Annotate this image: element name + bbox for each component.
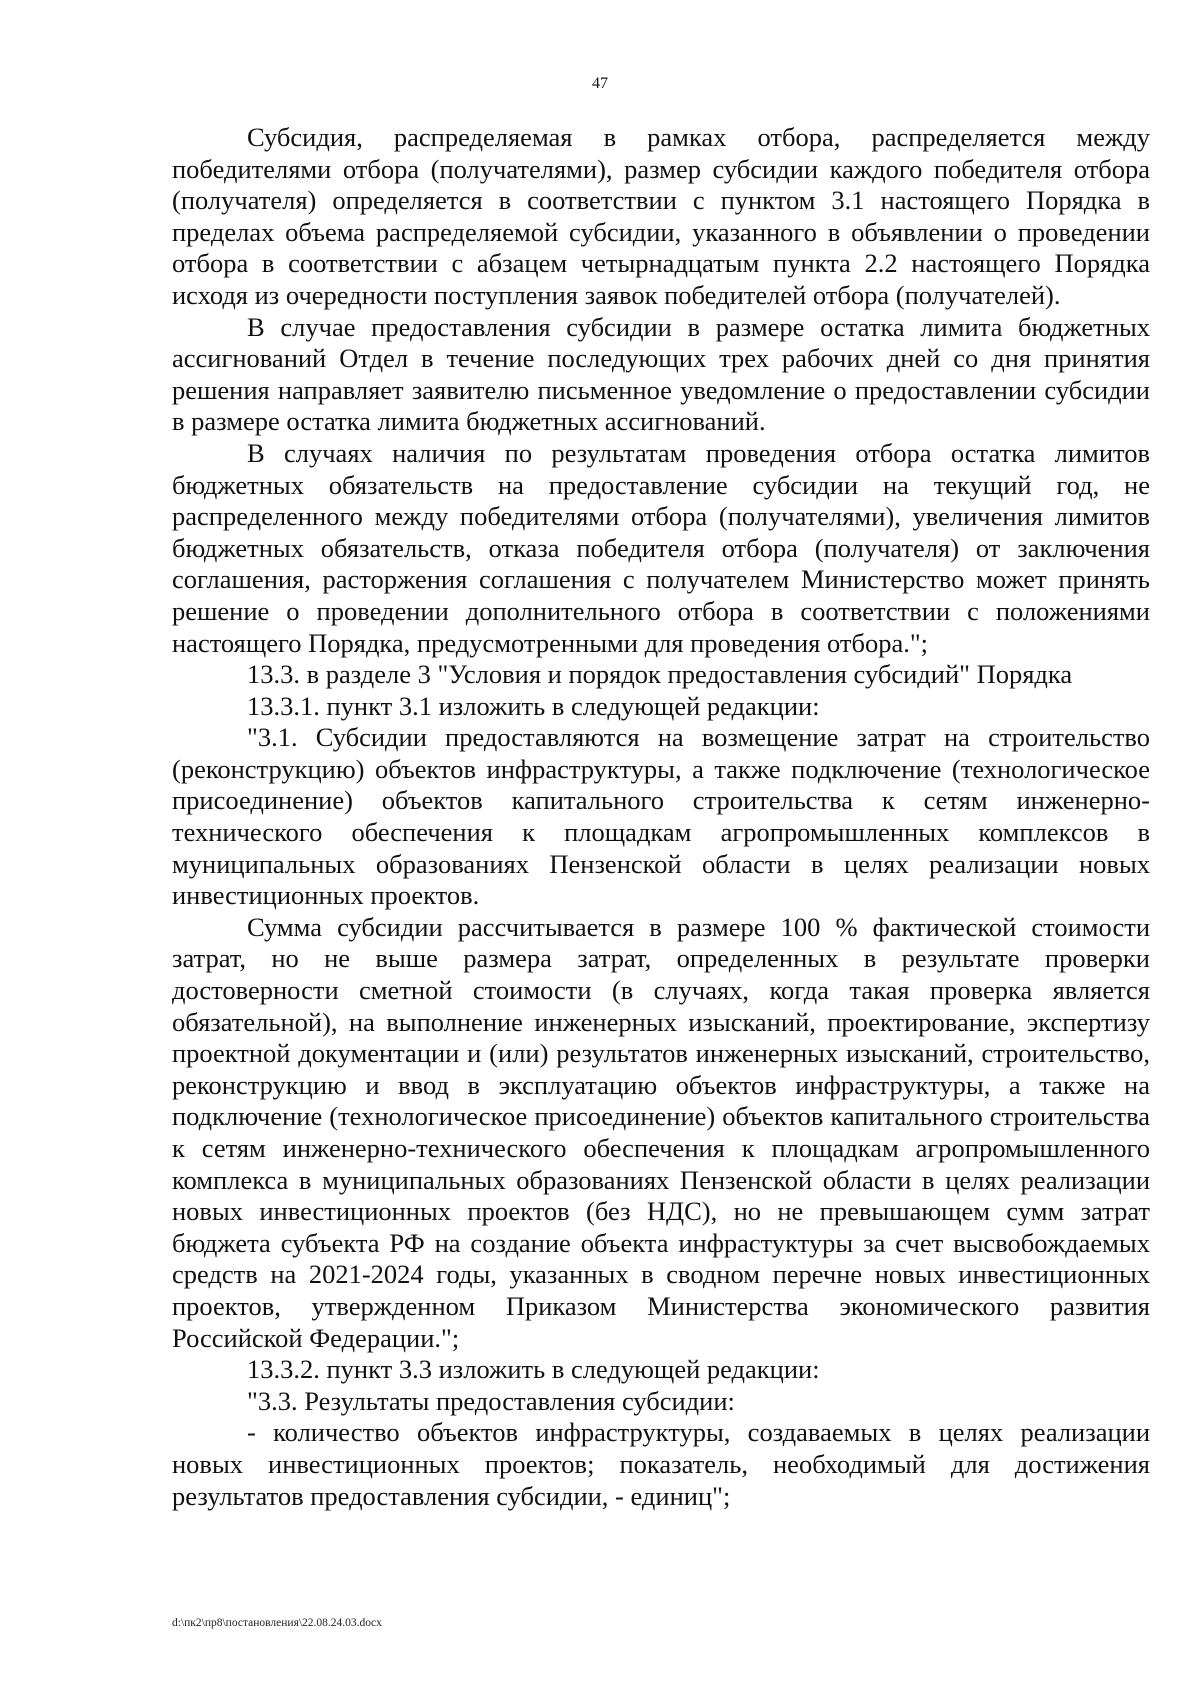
page-number: 47 <box>592 75 608 92</box>
footer-file-path: d:\пк2\пр8\постановления\22.08.24.03.docx <box>172 1617 382 1629</box>
paragraph-results-indicator: - количество объектов инфраструктуры, создаваемых в целях реализации новых инвестиционных проектов; показатель, необходимый для достижения результатов предоставления субсидии, - единиц"; <box>172 1417 1150 1511</box>
paragraph-section-3-heading: 13.3. в разделе 3 "Условия и порядок предоставления субсидий" Порядка <box>247 659 1073 690</box>
paragraph-remaining-limit: В случае предоставления субсидии в размере остатка лимита бюджетных ассигнований Отдел в течение последующих трех рабочих дней со дня принятия решения направляет заявителю письменное уведомление о предоставлении субсидии в размере остатка лимита бюджетных ассигнований. <box>172 311 1150 437</box>
paragraph-subsidy-amount: Сумма субсидии рассчитывается в размере 100 % фактической стоимости затрат, но не выше размера затрат, определенных в результате проверки достоверности сметной стоимости (в случаях, когда такая проверка является обязательной), на выполнение инженерных изысканий, проектирование, экспертизу проектной документации и (или) результатов инженерных изысканий, строительство, реконструкцию и ввод в эксплуатацию объектов инфраструктуры, а также на подключение (технологическое присоединение) объектов капитального строительства к сетям инженерно-технического обеспечения к площадкам агропромышленного комплекса в муниципальных образованиях Пензенской области в целях реализации новых инвестиционных проектов (без НДС), но не превышающем сумм затрат бюджета субъекта РФ на создание объекта инфрастуктуры за счет высвобождаемых средств на 2021-2024 годы, указанных в сводном перечне новых инвестиционных проектов, утвержденном Приказом Министерства экономического развития Российской Федерации."; <box>172 911 1150 1353</box>
paragraph-clause-3-1: "3.1. Субсидии предоставляются на возмещение затрат на строительство (реконструкцию) объектов инфраструктуры, а также подключение (технологическое присоединение) объектов капитального строительства к сетям инженерно-технического обеспечения к площадкам агропромышленных комплексов в муниципальных образованиях Пензенской области в целях реализации новых инвестиционных проектов. <box>172 722 1150 911</box>
paragraph-clause-3-3: "3.3. Результаты предоставления субсидии: <box>247 1385 735 1416</box>
paragraph-subsidy-distribution: Субсидия, распределяемая в рамках отбора, распределяется между победителями отбора (получателями), размер субсидии каждого победителя отбора (получателя) определяется в соответствии с пунктом 3.1 настоящего Порядка в пределах объема распределяемой субсидии, указанного в объявлении о проведении отбора в соответствии с абзацем четырнадцатым пункта 2.2 настоящего Порядка исходя из очередности поступления заявок победителей отбора (получателей). <box>172 122 1150 310</box>
paragraph-item-13-3-2: 13.3.2. пункт 3.3 изложить в следующей редакции: <box>247 1354 820 1385</box>
paragraph-item-13-3-1: 13.3.1. пункт 3.1 изложить в следующей редакции: <box>247 690 820 721</box>
paragraph-additional-selection: В случаях наличия по результатам проведения отбора остатка лимитов бюджетных обязательств на предоставление субсидии на текущий год, не распределенного между победителями отбора (получателями), увеличения лимитов бюджетных обязательств, отказа победителя отбора (получателя) от заключения соглашения, расторжения соглашения с получателем Министерство может принять решение о проведении дополнительного отбора в соответствии с положениями настоящего Порядка, предусмотренными для проведения отбора."; <box>172 437 1150 658</box>
document-body <box>172 122 1150 1512</box>
